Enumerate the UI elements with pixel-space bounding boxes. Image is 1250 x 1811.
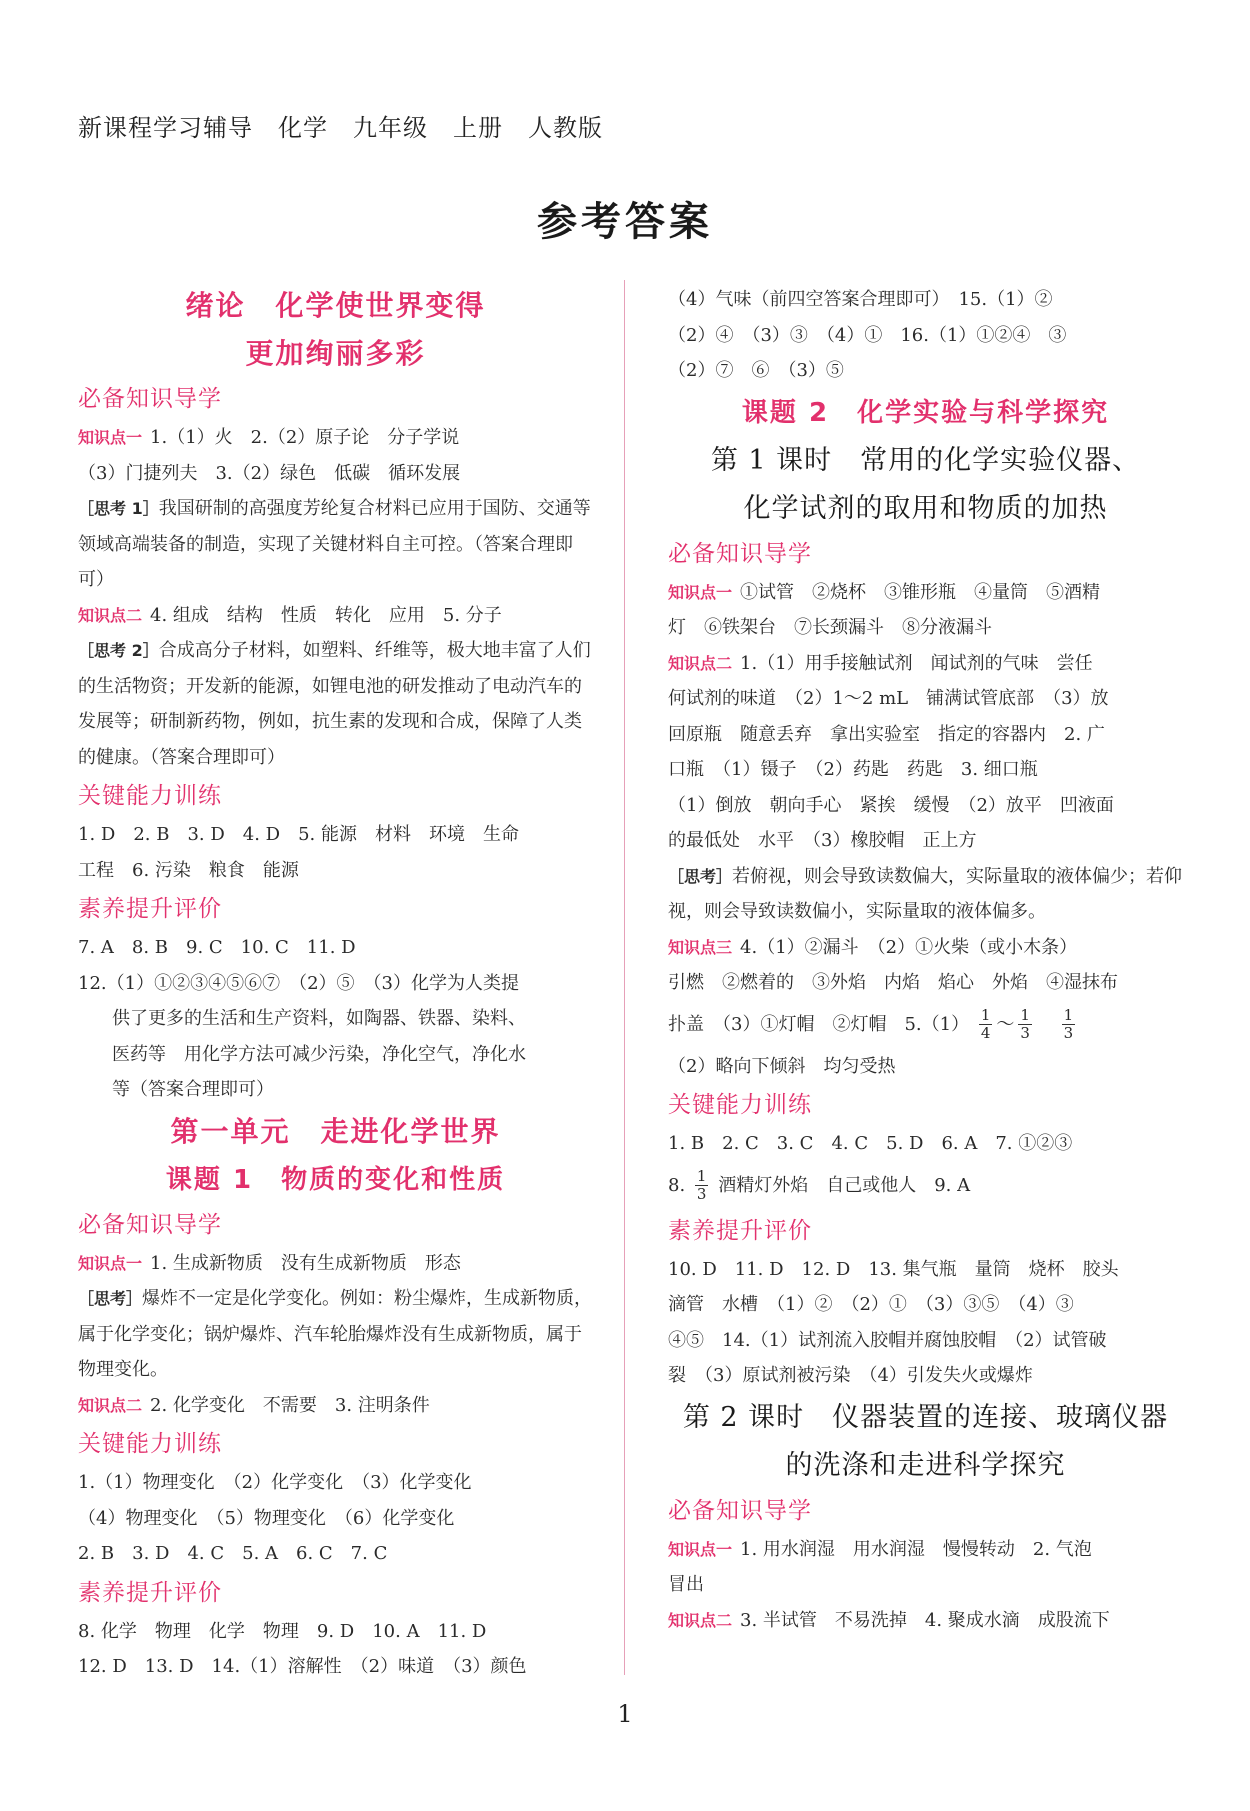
think-label: ［思考 1］ (78, 499, 159, 518)
knowledge-point-label: 知识点三 (668, 937, 733, 957)
answer-line: （2）④ （3）③ （4）① 16.（1）①②④ ③ (668, 324, 1067, 346)
fraction: $\frac{1}{3}$ (696, 1167, 707, 1203)
section-heading: 关键能力训练 (78, 783, 222, 809)
knowledge-point-label: 知识点二 (668, 653, 733, 673)
answer-line: 8. 化学 物理 化学 物理 9. D 10. A 11. D (78, 1620, 487, 1642)
knowledge-point-label: 知识点一 (78, 1253, 143, 1273)
section-heading: 关键能力训练 (668, 1092, 812, 1118)
answer-line: （2）略向下倾斜 均匀受热 (668, 1055, 896, 1077)
section-heading: 素养提升评价 (668, 1217, 812, 1244)
answer-line: 2. B 3. D 4. C 5. A 6. C 7. C (78, 1543, 388, 1564)
book-header: 新课程学习辅导 化学 九年级 上册 人教版 (78, 114, 603, 142)
answer-line: 冒出 (668, 1574, 704, 1595)
fraction: $\frac{1}{3}$ (1020, 1006, 1030, 1042)
answer-line: 1.（1）物理变化 （2）化学变化 （3）化学变化 (78, 1472, 472, 1493)
answer-line: （1）倒放 朝向手心 紧挨 缓慢 （2）放平 凹液面 (668, 794, 1114, 816)
answer-line: 滴管 水槽 （1）② （2）① （3）③⑤ （4）③ (668, 1294, 1074, 1315)
section-heading: 必备知识导学 (78, 1211, 222, 1238)
answer-line: 10. D 11. D 12. D 13. 集气瓶 量筒 烧杯 胶头 (668, 1258, 1119, 1280)
answer-line: 知识点一 1. 生成新物质 没有生成新物质 形态 (78, 1252, 461, 1274)
answer-line: （2）⑦ ⑥ （3）⑤ (668, 360, 844, 381)
answer-line: 的最低处 水平 （3）橡胶帽 正上方 (668, 830, 977, 851)
answer-line: 知识点二 1.（1）用手接触试剂 闻试剂的气味 尝任 (668, 652, 1093, 674)
answer-line: 裂 （3）原试剂被污染 （4）引发失火或爆炸 (668, 1365, 1033, 1386)
section-heading: 必备知识导学 (668, 540, 812, 567)
think-label: ［思考］ (78, 1289, 143, 1308)
answer-line: 7. A 8. B 9. C 10. C 11. D (78, 937, 356, 958)
answer-line: 回原瓶 随意丢弃 拿出实验室 指定的容器内 2. 广 (668, 723, 1105, 745)
knowledge-point-label: 知识点二 (78, 1395, 143, 1415)
answer-line: ④⑤ 14.（1）试剂流入胶帽并腐蚀胶帽 （2）试管破 (668, 1329, 1107, 1351)
answer-line: 1. B 2. C 3. C 4. C 5. D 6. A 7. ①②③ (668, 1133, 1073, 1154)
answer-line: 12. D 13. D 14.（1）溶解性 （2）味道 （3）颜色 (78, 1656, 527, 1677)
section-heading: 素养提升评价 (78, 896, 222, 922)
knowledge-point-label: 知识点一 (668, 1539, 733, 1559)
page-title: 参考答案 (537, 199, 713, 245)
answer-line: 知识点二 2. 化学变化 不需要 3. 注明条件 (78, 1394, 430, 1416)
answer-line: 等（答案合理即可） (112, 1079, 274, 1100)
answer-line: 工程 6. 污染 粮食 能源 (78, 859, 299, 881)
fraction: $\frac{1}{3}$ (1063, 1006, 1074, 1042)
period-title-line2: 化学试剂的取用和物质的加热 (743, 492, 1108, 524)
think-label: ［思考 2］ (78, 641, 159, 660)
column-divider (624, 280, 625, 1675)
answer-line: 知识点三 4.（1）②漏斗 （2）①火柴（或小木条） (668, 936, 1078, 958)
unit-title: 第一单元 走进化学世界 (170, 1114, 501, 1148)
answer-line: 知识点二 4. 组成 结构 性质 转化 应用 5. 分子 (78, 604, 502, 626)
think-paragraph: ［思考 2］合成高分子材料，如塑料、纤维等，极大地丰富了人们的生活物资；开发新的能源，如锂电池的研发推动了电动汽车的发展等；研制新药物，例如，抗生素的发现和合成，保障了人类的健康。（答案合理即可） (78, 640, 591, 768)
intro-title-line1: 绪论 化学使世界变得 (185, 289, 486, 322)
period-title-line1: 第 1 课时 常用的化学实验仪器、 (710, 444, 1141, 476)
knowledge-point-label: 知识点一 (78, 428, 143, 447)
left-column (78, 282, 593, 1685)
answer-line: 口瓶 （1）镊子 （2）药匙 药匙 3. 细口瓶 (668, 759, 1038, 780)
intro-title-line2: 更加绚丽多彩 (245, 337, 426, 370)
answer-line: 知识点一 1.（1）火 2.（2）原子论 分子学说 (78, 427, 460, 448)
answer-line: 12.（1）①②③④⑤⑥⑦ （2）⑤ （3）化学为人类提 (78, 972, 519, 994)
think-paragraph: ［思考］爆炸不一定是化学变化。例如：粉尘爆炸，生成新物质，属于化学变化；锅炉爆炸、汽车轮胎爆炸没有生成新物质，属于物理变化。 (78, 1288, 593, 1380)
answer-line: 知识点二 3. 半试管 不易洗掉 4. 聚成水滴 成股流下 (668, 1609, 1110, 1631)
knowledge-point-label: 知识点二 (78, 605, 143, 625)
right-column (668, 282, 1183, 1638)
period-title-line2: 的洗涤和走进科学探究 (785, 1449, 1066, 1481)
section-heading: 关键能力训练 (78, 1431, 222, 1457)
answer-line: 引燃 ②燃着的 ③外焰 内焰 焰心 外焰 ④湿抹布 (668, 972, 1118, 993)
answer-line: 何试剂的味道 （2）1～2 mL 铺满试管底部 （3）放 (668, 688, 1109, 709)
page-number: 1 (617, 1700, 633, 1728)
lesson-title: 课题 1 物质的变化和性质 (165, 1164, 506, 1195)
lesson-title: 课题 2 化学实验与科学探究 (741, 397, 1110, 428)
section-heading: 素养提升评价 (78, 1579, 222, 1606)
fraction: $\frac{1}{4}$ (980, 1006, 991, 1042)
answer-line: 8. $\frac{1}{3}$ 酒精灯外焰 自己或他人 9. A (668, 1167, 971, 1203)
answer-line: 1. D 2. B 3. D 4. D 5. 能源 材料 环境 生命 (78, 824, 519, 845)
think-label: ［思考］ (668, 866, 733, 886)
answer-line: 医药等 用化学方法可减少污染，净化空气，净化水 (112, 1043, 526, 1065)
knowledge-point-label: 知识点一 (668, 582, 733, 602)
section-heading: 必备知识导学 (668, 1497, 812, 1524)
section-heading: 必备知识导学 (78, 386, 222, 412)
answer-line: （4）物理变化 （5）物理变化 （6）化学变化 (78, 1507, 455, 1529)
answer-line: 知识点一 1. 用水润湿 用水润湿 慢慢转动 2. 气泡 (668, 1538, 1092, 1560)
answer-line: 灯 ⑥铁架台 ⑦长颈漏斗 ⑧分液漏斗 (668, 617, 992, 638)
knowledge-point-label: 知识点二 (668, 1610, 733, 1630)
think-paragraph: ［思考 1］我国研制的高强度芳纶复合材料已应用于国防、交通等领域高端装备的制造，实现了关键材料自主可控。（答案合理即可） (78, 498, 591, 590)
period-title-line1: 第 2 课时 仪器装置的连接、玻璃仪器 (682, 1401, 1169, 1433)
answer-line: 扑盖 （3）①灯帽 ②灯帽 5.（1） $\frac{1}{4}$ ～ $\frac{1}{3}$ $\frac{1}{3}$ (668, 1006, 1074, 1042)
answer-line: 供了更多的生活和生产资料，如陶器、铁器、染料、 (112, 1008, 526, 1029)
answer-line: （4）气味（前四空答案合理即可） 15.（1）② (668, 289, 1053, 310)
think-paragraph: ［思考］若俯视，则会导致读数偏大，实际量取的液体偏少；若仰视，则会导致读数偏小，实际量取的液体偏多。 (668, 865, 1183, 922)
answer-line: （3）门捷列夫 3.（2）绿色 低碳 循环发展 (78, 462, 461, 484)
answer-line: 知识点一 ①试管 ②烧杯 ③锥形瓶 ④量筒 ⑤酒精 (668, 581, 1101, 603)
